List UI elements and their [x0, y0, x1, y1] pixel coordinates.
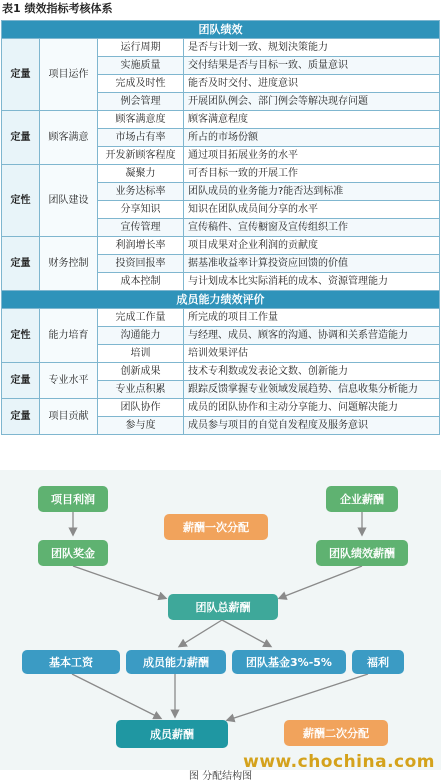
indicator-name-cell: 成本控制 [98, 273, 184, 291]
table-row [2, 237, 440, 255]
indicator-desc-cell: 所完成的项目工作量 [184, 309, 440, 327]
section-title: 团队绩效 [2, 21, 440, 39]
distribution-diagram [0, 470, 441, 770]
indicator-desc-cell: 能否及时交付、进度意识 [184, 75, 440, 93]
indicator-name-cell: 业务达标率 [98, 183, 184, 201]
indicator-desc-cell: 顾客满意程度 [184, 111, 440, 129]
indicator-desc-cell: 交付结果是否与目标一致、质量意识 [184, 57, 440, 75]
section-title: 成员能力绩效评价 [2, 291, 440, 309]
indicator-name-cell: 运行周期 [98, 39, 184, 57]
kpi-table [1, 20, 440, 435]
area-cell: 能力培育 [40, 309, 98, 363]
first-distribution-label: 薪酬一次分配 [164, 514, 268, 540]
indicator-name-cell: 沟通能力 [98, 327, 184, 345]
indicator-name-cell: 参与度 [98, 417, 184, 435]
indicator-name-cell: 团队协作 [98, 399, 184, 417]
category-cell: 定量 [2, 237, 40, 291]
team-total-salary-box: 团队总薪酬 [168, 594, 278, 620]
indicator-name-cell: 培训 [98, 345, 184, 363]
area-cell: 项目运作 [40, 39, 98, 111]
table-caption: 表1 绩效指标考核体系 [2, 2, 113, 15]
indicator-desc-cell: 成员参与项目的自觉自发程度及服务意识 [184, 417, 440, 435]
indicator-desc-cell: 团队成员的业务能力?能否达到标准 [184, 183, 440, 201]
category-cell: 定量 [2, 39, 40, 111]
category-cell: 定性 [2, 309, 40, 363]
welfare-box: 福利 [352, 650, 404, 674]
indicator-name-cell: 顾客满意度 [98, 111, 184, 129]
table-row [2, 363, 440, 381]
area-cell: 项目贡献 [40, 399, 98, 435]
category-cell: 定量 [2, 111, 40, 165]
section-header-row [2, 291, 440, 309]
table-row [2, 165, 440, 183]
member-salary-box: 成员薪酬 [116, 720, 228, 748]
company-salary-box: 企业薪酬 [326, 486, 398, 512]
indicator-name-cell: 利润增长率 [98, 237, 184, 255]
indicator-name-cell: 创新成果 [98, 363, 184, 381]
indicator-name-cell: 开发新顾客程度 [98, 147, 184, 165]
team-bonus-box: 团队奖金 [38, 540, 108, 566]
indicator-name-cell: 完成及时性 [98, 75, 184, 93]
indicator-name-cell: 分享知识 [98, 201, 184, 219]
indicator-desc-cell: 培训效果评估 [184, 345, 440, 363]
indicator-desc-cell: 据基准收益率计算投资应回馈的价值 [184, 255, 440, 273]
category-cell: 定性 [2, 165, 40, 237]
table-row [2, 309, 440, 327]
second-distribution-label: 薪酬二次分配 [284, 720, 388, 746]
indicator-name-cell: 市场占有率 [98, 129, 184, 147]
indicator-desc-cell: 跟踪反馈掌握专业领域发展趋势、信息收集分析能力 [184, 381, 440, 399]
indicator-name-cell: 专业点积累 [98, 381, 184, 399]
indicator-desc-cell: 通过项目拓展业务的水平 [184, 147, 440, 165]
project-profit-box: 项目利润 [38, 486, 108, 512]
indicator-desc-cell: 与经理、成员、顾客的沟通、协调和关系营造能力 [184, 327, 440, 345]
arrow-performance-to-total [280, 566, 362, 598]
arrow-basic-to-member [72, 674, 160, 718]
table-row [2, 39, 440, 57]
arrow-welfare-to-member [228, 674, 368, 720]
indicator-desc-cell: 与计划成本比实际消耗的成本、资源管理能力 [184, 273, 440, 291]
basic-salary-box: 基本工资 [22, 650, 120, 674]
area-cell: 财务控制 [40, 237, 98, 291]
indicator-desc-cell: 成员的团队协作和主动分享能力、问题解决能力 [184, 399, 440, 417]
indicator-name-cell: 完成工作量 [98, 309, 184, 327]
indicator-desc-cell: 技术专利数或发表论文数、创新能力 [184, 363, 440, 381]
section-header-row [2, 21, 440, 39]
team-fund-box: 团队基金3%-5% [232, 650, 346, 674]
indicator-desc-cell: 知识在团队成员间分享的水平 [184, 201, 440, 219]
indicator-desc-cell: 所占的市场份额 [184, 129, 440, 147]
member-ability-salary-box: 成员能力薪酬 [126, 650, 226, 674]
indicator-name-cell: 宣传管理 [98, 219, 184, 237]
indicator-name-cell: 投资回报率 [98, 255, 184, 273]
indicator-desc-cell: 开展团队例会、部门例会等解决现存问题 [184, 93, 440, 111]
indicator-desc-cell: 项目成果对企业利润的贡献度 [184, 237, 440, 255]
indicator-name-cell: 例会管理 [98, 93, 184, 111]
area-cell: 团队建设 [40, 165, 98, 237]
indicator-name-cell: 凝聚力 [98, 165, 184, 183]
table-row [2, 111, 440, 129]
category-cell: 定量 [2, 399, 40, 435]
arrow-total-to-fund [222, 620, 270, 646]
indicator-desc-cell: 宣传稿件、宣传橱窗及宣传组织工作 [184, 219, 440, 237]
area-cell: 专业水平 [40, 363, 98, 399]
area-cell: 顾客满意 [40, 111, 98, 165]
watermark: www.chochina.com [243, 752, 435, 772]
arrow-bonus-to-total [73, 566, 165, 598]
indicator-name-cell: 实施质量 [98, 57, 184, 75]
indicator-desc-cell: 是否与计划一致、规划決策能力 [184, 39, 440, 57]
figure-caption: 图 分配结构图 [188, 771, 253, 782]
table-row [2, 399, 440, 417]
category-cell: 定量 [2, 363, 40, 399]
team-performance-salary-box: 团队绩效薪酬 [316, 540, 408, 566]
indicator-desc-cell: 可否目标一致的开展工作 [184, 165, 440, 183]
arrow-total-to-ability [180, 620, 222, 646]
